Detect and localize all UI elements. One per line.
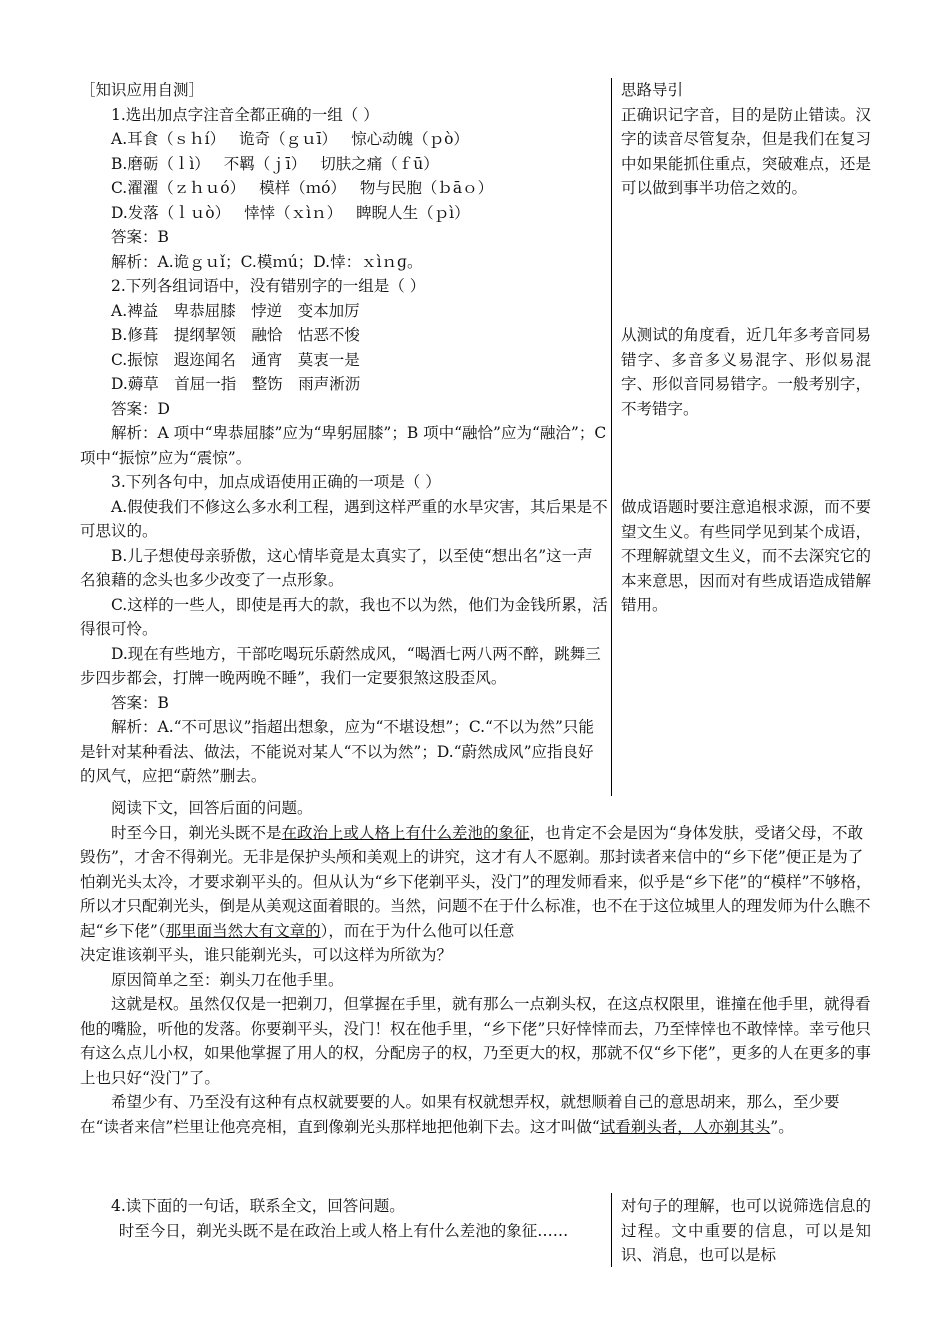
q1-option-a: A.耳食（ｓｈí） 诡奇（ｇｕī） 惊心动魄（ｐò） bbox=[111, 130, 469, 148]
column-divider-top bbox=[611, 78, 612, 796]
sidenote-wrong-characters: 从测试的角度看，近几年多考音同易错字、多音多义易混字、形似易混字、形似音同易错字。一般考别字，不考错字。 bbox=[621, 326, 871, 418]
q3-analysis: 解析：A.“不可思议”指超出想象，应为“不堪设想”；C.“不以为然”只能是针对某种看法、做法，不能说对某人“不以为然”；D.“蔚然成风”应指良好的风气，应把“蔚然”删去。 bbox=[80, 718, 594, 785]
passage-paragraph-1-continued: 决定谁该剃平头，谁只能剃光头，可以这样为所欲为？ bbox=[80, 946, 453, 964]
sidenote-idioms-box bbox=[621, 495, 871, 618]
q1-option-b: B.磨砺（ｌì） 不羁（ｊī） 切肤之痛（ｆū） bbox=[111, 154, 439, 173]
q2-option-c: C.振惊 遐迩闻名 通宵 莫衷一是 bbox=[111, 350, 360, 369]
q1-option-c: C.濯濯（ｚｈｕó） 模样（ｍó） 物与民胞（ｂāｏ） bbox=[111, 179, 494, 197]
passage-paragraph-3: 这就是权。虽然仅仅是一把剃刀，但掌握在手里，就有那么一点剃头权，在这点权限里，谁撞在他手里，就得看他的嘴脸，听他的发落。你要剃平头，没门！权在他手里，“乡下佬”只好悻悻而去，乃至悻悻也不敢悻悻。幸亏他只有这么点儿小权，如果他掌握了用人的权，分配房子的权，乃至更大的权，那就不仅“乡下佬”，更多的人在更多的事上也只好“没门”了。 bbox=[80, 995, 871, 1087]
q3-option-c: C.这样的一些人，即使是再大的款，我也不以为然，他们为金钱所累，活得很可怜。 bbox=[80, 595, 608, 638]
q1-option-d: D.发落（ｌｕò） 悻悻（ｘìｎ） 睥睨人生（ｐì） bbox=[111, 203, 470, 222]
underlined-phrase-1: 在政治上或人格上有什么差池的象征 bbox=[281, 823, 530, 842]
passage-paragraph-1: 时至今日，剃光头既不是在政治上或人格上有什么差池的象征，也肯定不会是因为“身体发肤，受诸父母，不敢毁伤”，才舍不得剃光。无非是保护头颅和美观上的讲究，这才有人不愿剃。那封读者来信中的“乡下佬”便正是为了怕剃光头太冷，才要求剃平头的。但从认为“乡下佬剃平头，没门”的理发师看来，似乎是“乡下佬”的“模样”不够格，所以才只配剃光头，倒是从美观这面着眼的。当然，问题不在于什么标准，也不在于这位城里人的理发师为什么瞧不起“乡下佬”（那里面当然大有文章的），而在于为什么他可以任意 bbox=[80, 823, 872, 940]
q1-answer: 答案：B bbox=[111, 228, 169, 246]
underlined-phrase-3: 试看剃头者，人亦剃其头 bbox=[599, 1117, 771, 1136]
q2-stem: 2.下列各组词语中，没有错别字的一组是（ ） bbox=[111, 277, 426, 295]
question-4 bbox=[80, 1194, 608, 1243]
sidenotes-column bbox=[621, 78, 871, 201]
q4-quote: 时至今日，剃光头既不是在政治上或人格上有什么差池的象征…… bbox=[118, 1221, 569, 1240]
q3-option-a: A.假使我们不修这么多水利工程，遇到这样严重的水旱灾害，其后果是不可思议的。 bbox=[80, 497, 608, 540]
sidenote-sentence: 对句子的理解，也可以说筛选信息的过程。文中重要的信息，可以是知识、消息，也可以是标 bbox=[621, 1197, 871, 1264]
questions-column bbox=[80, 78, 608, 789]
q3-option-d: D.现在有些地方，干部吃喝玩乐蔚然成风，“喝酒七两八两不醉，跳舞三步四步都会，打牌一晚两晚不睡”，我们一定要狠煞这股歪风。 bbox=[80, 644, 601, 687]
passage-paragraph-2: 原因简单之至：剃头刀在他手里。 bbox=[111, 970, 344, 989]
side-title: 思路导引 bbox=[621, 81, 684, 99]
passage-intro: 阅读下文，回答后面的问题。 bbox=[111, 799, 313, 817]
q4-stem: 4.读下面的一句话，联系全文，回答问题。 bbox=[111, 1197, 405, 1215]
sidenote-idioms: 做成语题时要注意追根求源，而不要望文生义。有些同学见到某个成语，不理解就望文生义，而不去深究它的本来意思，因而对有些成语造成错解错用。 bbox=[621, 498, 871, 614]
column-divider-bottom bbox=[611, 1193, 612, 1267]
passage-paragraph-4: 希望少有、乃至没有这种有点权就要要的人。如果有权就想弄权，就想顺着自己的意思胡来，那么，至少要在“读者来信”栏里让他亮亮相，直到像剃光头那样地把他剃下去。这才叫做“试看剃头者，人亦剃其头”。 bbox=[80, 1093, 840, 1136]
q2-option-d: D.薅草 首屈一指 整饬 雨声淅沥 bbox=[111, 375, 361, 393]
underlined-phrase-2: 那里面当然大有文章的 bbox=[165, 921, 321, 940]
q2-answer: 答案：D bbox=[111, 399, 170, 418]
reading-passage bbox=[80, 796, 875, 1139]
q1-stem: 1.选出加点字注音全都正确的一组（ ） bbox=[111, 105, 379, 124]
q3-stem: 3.下列各句中，加点成语使用正确的一项是（ ） bbox=[111, 473, 441, 491]
sidenote-sentence-box bbox=[621, 1194, 871, 1268]
q1-analysis: 解析：A.诡ｇｕǐ；C.模ｍú；D.悻：ｘìｎɡ。 bbox=[111, 252, 423, 271]
q2-option-a: A.裨益 卑恭屈膝 悖逆 变本加厉 bbox=[111, 301, 360, 320]
q3-answer: 答案：B bbox=[111, 693, 169, 712]
q2-option-b: B.修葺 提纲挈领 融恰 怙恶不悛 bbox=[111, 326, 360, 344]
q2-analysis: 解析：A 项中“卑恭屈膝”应为“卑躬屈膝”；B 项中“融恰”应为“融洽”；C 项中“振惊”应为“震惊”。 bbox=[80, 424, 607, 467]
q3-option-b: B.儿子想使母亲骄傲，这心情毕竟是太真实了，以至使“想出名”这一声名狼藉的念头也多少改变了一点形象。 bbox=[80, 546, 593, 589]
sidenote-pronunciation: 正确识记字音，目的是防止错读。汉字的读音尽管复杂，但是我们在复习中如果能抓住重点，突破难点，还是可以做到事半功倍之效的。 bbox=[621, 105, 871, 197]
sidenote-wrong-characters-box bbox=[621, 323, 871, 421]
section-title: ［知识应用自测］ bbox=[80, 81, 205, 99]
